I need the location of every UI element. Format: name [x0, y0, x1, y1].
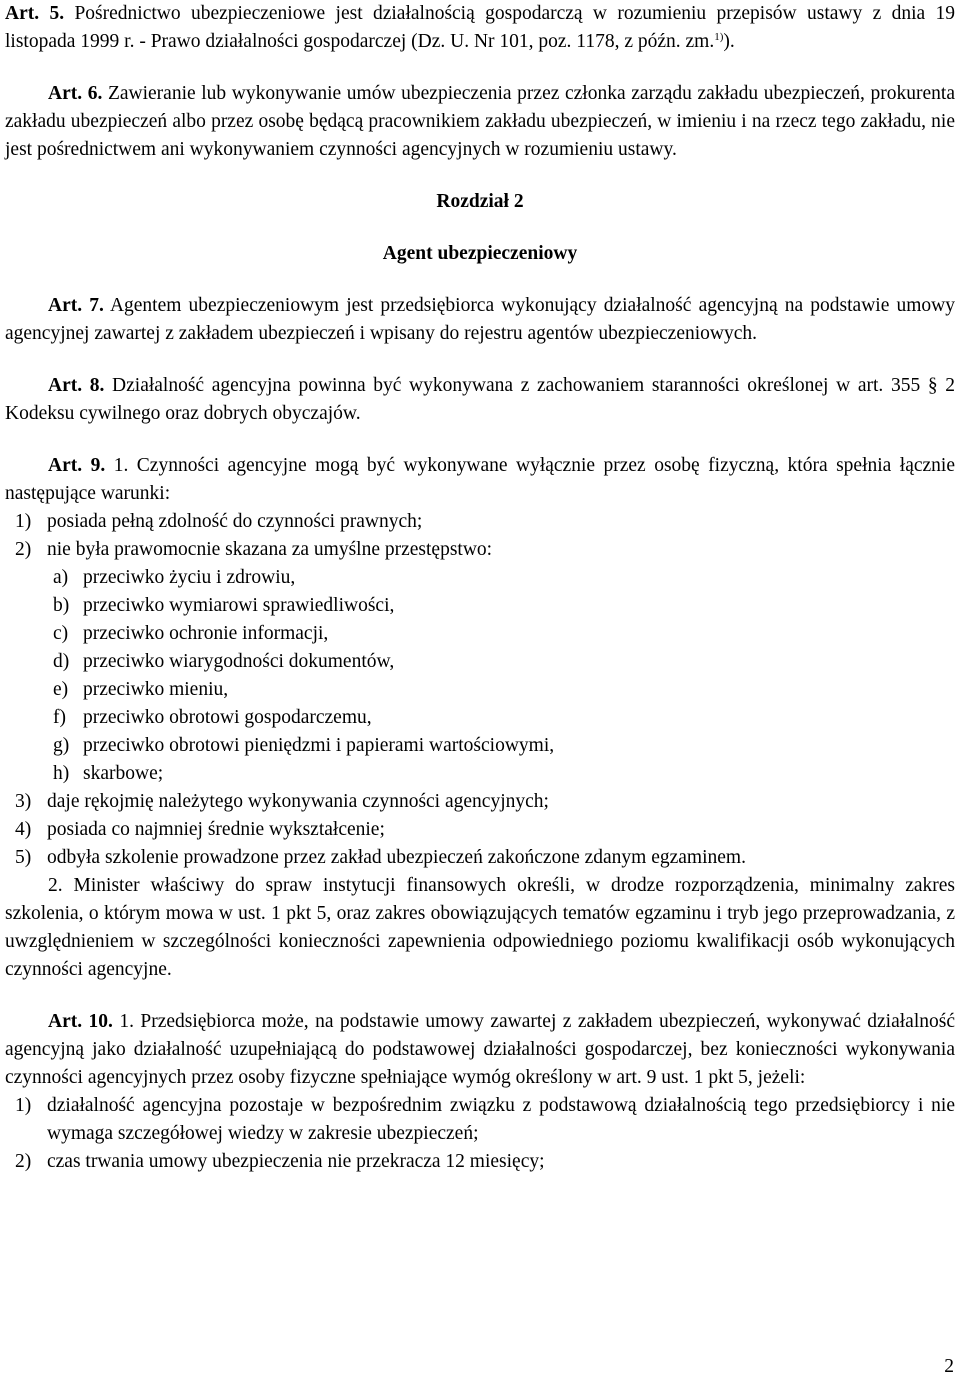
- article-text: Pośrednictwo ubezpieczeniowe jest działalnością gospodarczą w rozumieniu przepisów ustawy z dnia 19 listopada 1999 r. - Prawo działalności gospodarczej (Dz. U. Nr 101, poz. 1178, z późn. zm.: [5, 3, 956, 52]
- sub-list-item: f) przeciwko obrotowi gospodarczemu,: [53, 707, 372, 728]
- sub-list-item: b) przeciwko wymiarowi sprawiedliwości,: [53, 595, 395, 616]
- article-10-conditions: [5, 1092, 955, 1176]
- article-8: Art. 8. Działalność agencyjna powinna być wykonywana z zachowaniem staranności określonej w art. 355 § 2 Kodeksu cywilnego oraz dobrych obyczajów.: [5, 375, 956, 424]
- list-item: 3) daje rękojmię należytego wykonywania czynności agencyjnych;: [15, 791, 549, 812]
- article-9-conditions: [5, 508, 955, 872]
- page-number: 2: [944, 1356, 954, 1377]
- article-label: Art. 8.: [48, 375, 105, 396]
- list-item: 1) działalność agencyjna pozostaje w bezpośrednim związku z podstawową działalnością tego przedsiębiorcy i nie wymaga szczegółowej wiedzy w zakresie ubezpieczeń;: [15, 1095, 955, 1144]
- article-6: [5, 80, 955, 164]
- list-item: 1) posiada pełną zdolność do czynności prawnych;: [15, 511, 423, 532]
- sub-list-item: d) przeciwko wiarygodności dokumentów,: [53, 651, 395, 672]
- article-text: 1. Przedsiębiorca może, na podstawie umowy zawartej z zakładem ubezpieczeń, wykonywać działalność agencyjną jako działalność uzupełniającą do podstawowej działalności gospodarczej, bez konieczności wykonywania czynności agencyjnych przez osoby fizyczne spełniające wymóg określony w art. 9 ust. 1 pkt 5, jeżeli:: [5, 1011, 955, 1088]
- article-text: 1. Czynności agencyjne mogą być wykonywane wyłącznie przez osobę fizyczną, która spełnia łącznie następujące warunki:: [5, 455, 956, 504]
- list-item: 2) nie była prawomocnie skazana za umyślne przestępstwo:: [15, 539, 493, 560]
- chapter-number: Rozdział 2: [436, 191, 524, 212]
- article-label: Art. 9.: [48, 455, 106, 476]
- chapter-title: Agent ubezpieczeniowy: [382, 243, 578, 264]
- article-text: Agentem ubezpieczeniowym jest przedsiębiorca wykonujący działalność agencyjną na podstawie umowy agencyjnej zawartej z zakładem ubezpieczeń i wpisany do rejestru agentów ubezpieczeniowych.: [5, 295, 955, 344]
- section-sign: §: [927, 375, 938, 396]
- sub-list-item: a) przeciwko życiu i zdrowiu,: [53, 567, 296, 588]
- article-label: Art. 7.: [48, 295, 104, 316]
- article-text: Zawieranie lub wykonywanie umów ubezpieczenia przez członka zarządu zakładu ubezpieczeń, prokurenta zakładu ubezpieczeń albo przez osobę będącą pracownikiem zakładu ubezpieczeń, w imieniu i na rzecz tego zakładu, nie jest pośrednictwem ani wykonywaniem czynności agencyjnych w rozumieniu ustawy.: [5, 83, 955, 160]
- article-label: Art. 5.: [5, 3, 65, 24]
- footnote-ref: 1): [714, 31, 724, 43]
- sub-list-item: g) przeciwko obrotowi pieniędzmi i papierami wartościowymi,: [53, 735, 555, 756]
- article-9-paragraph-2: 2. Minister właściwy do spraw instytucji finansowych określi, w drodze rozporządzenia, minimalny zakres szkolenia, o którym mowa w ust. 1 pkt 5, oraz zakres obowiązujących tematów egzaminu i tryb jego przeprowadzania, z uwzględnieniem w szczególności konieczności zapewnienia odpowiedniego poziomu kwalifikacji osób wykonujących czynności agencyjne.: [5, 875, 955, 980]
- sub-list-item: c) przeciwko ochronie informacji,: [53, 623, 329, 644]
- article-7: [5, 292, 955, 348]
- article-label: Art. 6.: [48, 83, 103, 104]
- article-5: Art. 5. Pośrednictwo ubezpieczeniowe jest działalnością gospodarczą w rozumieniu przepisów ustawy z dnia 19 listopada 1999 r. - Prawo działalności gospodarczej (Dz. U. Nr 101, poz. 1178, z późn. zm.$^{1)}$).: [5, 3, 956, 52]
- article-label: Art. 10.: [48, 1011, 113, 1032]
- sub-list-item: h) skarbowe;: [53, 763, 164, 784]
- list-item: 5) odbyła szkolenie prowadzone przez zakład ubezpieczeń zakończone zdanym egzaminem.: [15, 847, 746, 868]
- article-10-intro: [5, 1008, 955, 1092]
- list-item: 4) posiada co najmniej średnie wykształcenie;: [15, 819, 385, 840]
- sub-list-item: e) przeciwko mieniu,: [53, 679, 229, 700]
- document-page: [5, 0, 955, 1176]
- article-text: Działalność agencyjna powinna być wykonywana z zachowaniem staranności określonej w art. 355: [104, 375, 928, 396]
- article-9-intro: [5, 452, 955, 508]
- list-item: 2) czas trwania umowy ubezpieczenia nie przekracza 12 miesięcy;: [15, 1151, 545, 1172]
